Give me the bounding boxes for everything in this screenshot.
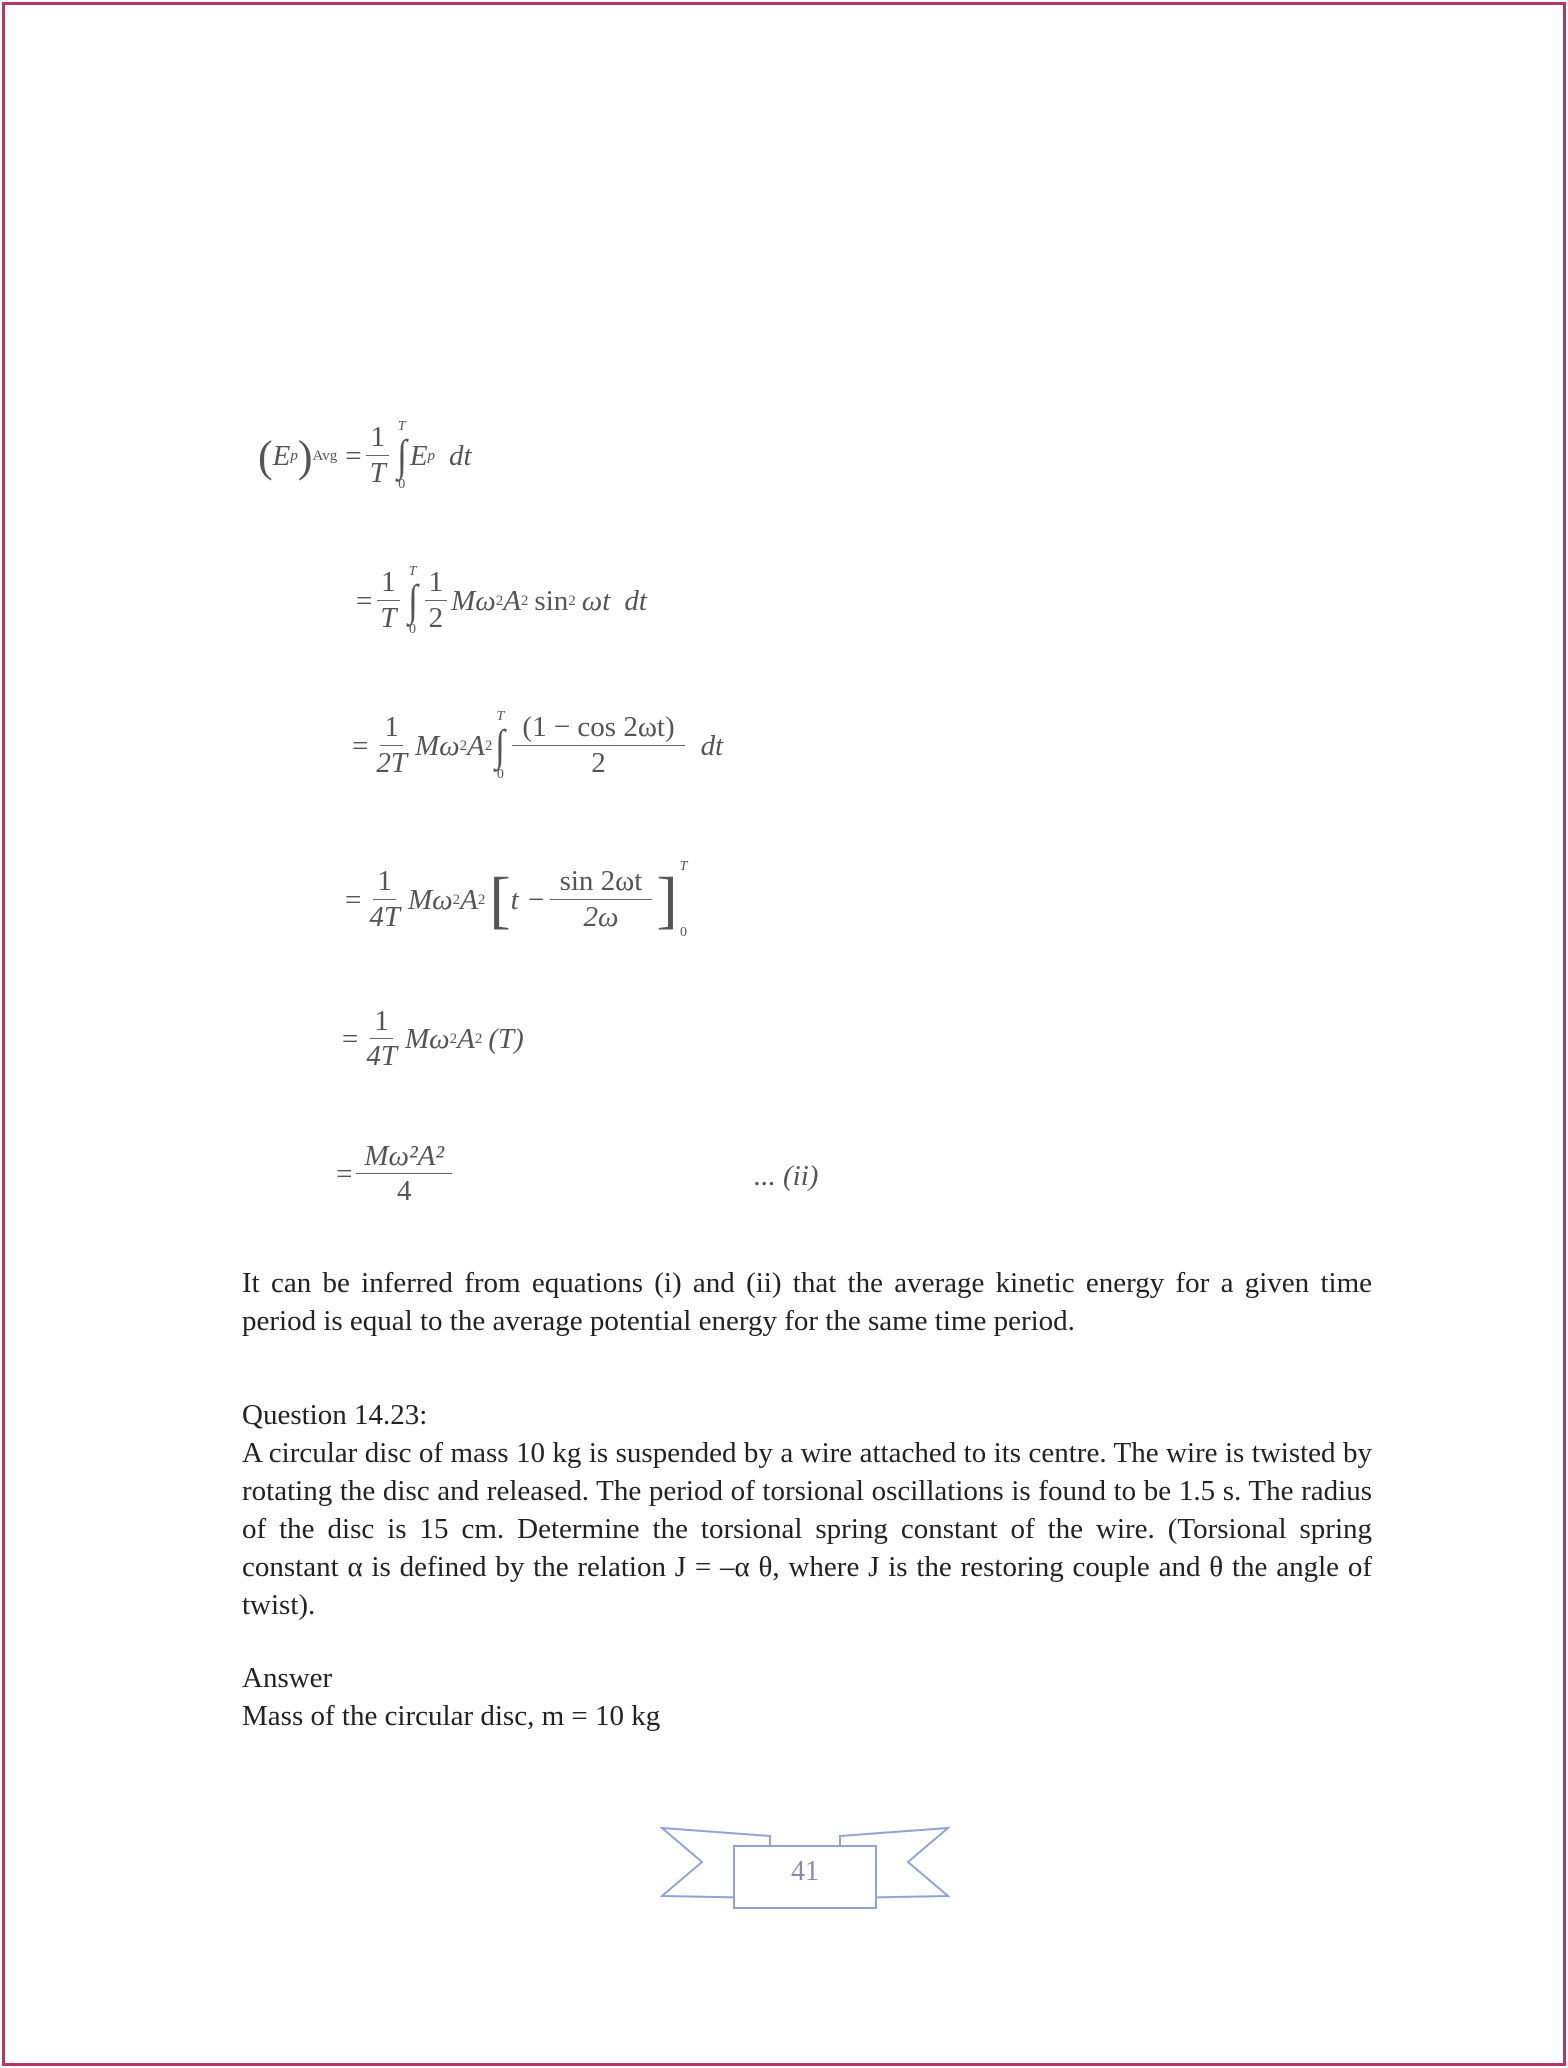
equation-1: ( E p ) Avg = $\frac{1}{T}$ T ∫ 0 E p dt [258, 419, 472, 492]
equation-6: = $\frac{\text{Mω²A²}}{4}$ [336, 1140, 456, 1209]
equation-tag: ... (ii) [754, 1160, 819, 1192]
answer-body: Mass of the circular disc, m = 10 kg [242, 1700, 661, 1732]
equation-5: = $\frac{1}{4T}$ Mω 2 A 2 (T) [342, 1005, 524, 1073]
inference-paragraph: It can be inferred from equations (i) and (ii) that the average kinetic energy for a given time period is equal to the average potential energy for the same time period. [242, 1267, 1372, 1337]
question-title: Question 14.23: [242, 1399, 428, 1431]
question-body: A circular disc of mass 10 kg is suspended by a wire attached to its centre. The wire is twisted by rotating the disc and released. The period of torsional oscillations is found to be 1.5 s. The radius of the disc is 15 cm. Determine the torsional spring constant of the wire. (Torsional spring constant α is defined by the relation J = –α θ, where J is the restoring couple and θ the angle of twist). [242, 1437, 1372, 1621]
page-border [2, 2, 1566, 2066]
answer-title: Answer [242, 1662, 333, 1694]
equation-3: = $\frac{1}{2T}$ Mω 2 A 2 T ∫ 0 $\frac{(1 - \cos 2\omega t)}{2}$ dt [352, 709, 724, 782]
equation-4: = $\frac{1}{4T}$ Mω 2 A 2 [ t − $\frac{\sin 2\omega t}{2\omega}$ ] T 0 [345, 859, 688, 940]
integral-sign: T ∫ 0 [396, 419, 407, 492]
page-number: 41 [791, 1856, 819, 1887]
equation-2: = $\frac{1}{T}$ T ∫ 0 $\frac{1}{2}$ Mω 2 A 2 sin 2 ωt dt [356, 564, 647, 637]
